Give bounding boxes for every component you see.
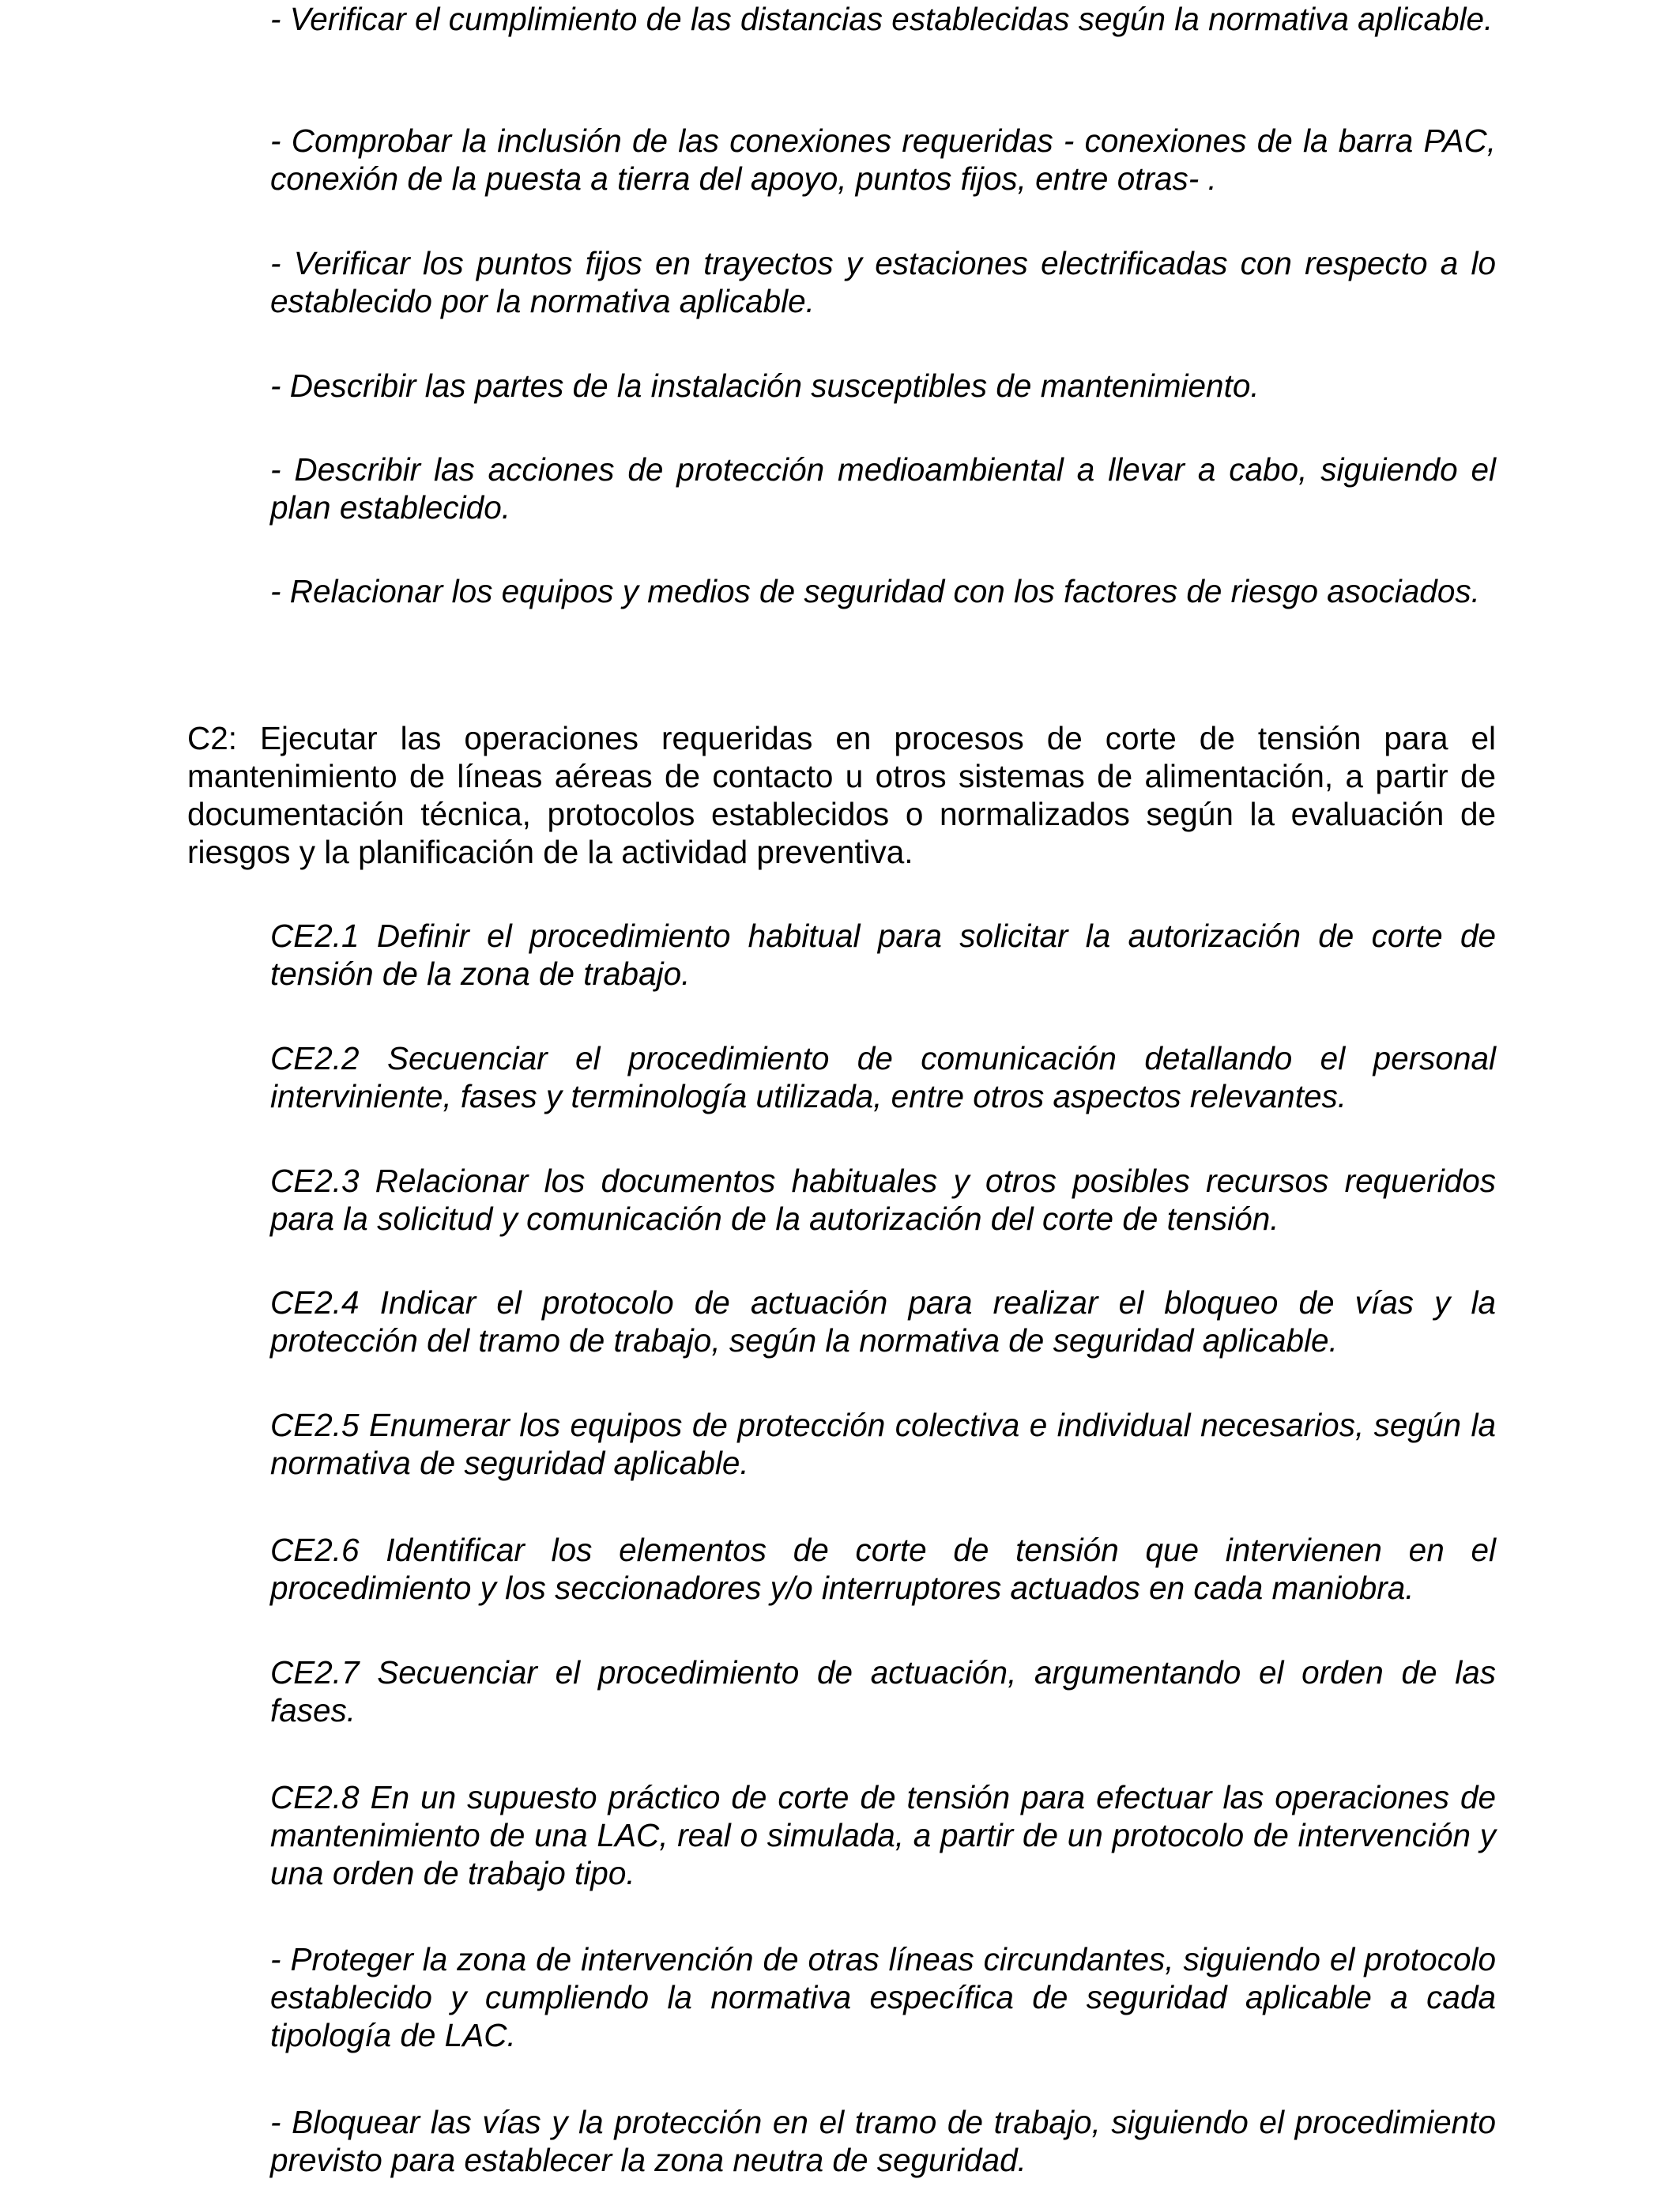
criterion-ce2-7: CE2.7 Secuenciar el procedimiento de actuación, argumentando el orden de las fases. — [270, 1654, 1496, 1728]
bullet-verify-fixed-points: - Verificar los puntos fijos en trayectos y estaciones electrificadas con respecto a lo establecido por la normativa aplicable. — [270, 245, 1496, 319]
bullet-protect-intervention-zone: - Proteger la zona de intervención de otras líneas circundantes, siguiendo el protocolo establecido y cumpliendo la normativa específica de seguridad aplicable a cada tipología de LAC. — [270, 1941, 1496, 2053]
criterion-ce2-2: CE2.2 Secuenciar el procedimiento de comunicación detallando el personal interviniente, fases y terminología utilizada, entre otros aspectos relevantes. — [270, 1040, 1496, 1114]
bullet-verify-distances: - Verificar el cumplimiento de las distancias establecidas según la normativa aplicable. — [270, 1, 1494, 37]
criterion-ce2-5: CE2.5 Enumerar los equipos de protección colectiva e individual necesarios, según la normativa de seguridad aplicable. — [270, 1407, 1496, 1481]
criterion-ce2-4: CE2.4 Indicar el protocolo de actuación para realizar el bloqueo de vías y la protección del tramo de trabajo, según la normativa de seguridad aplicable. — [270, 1284, 1496, 1359]
criterion-ce2-3: CE2.3 Relacionar los documentos habituales y otros posibles recursos requeridos para la solicitud y comunicación de la autorización del corte de tensión. — [270, 1163, 1496, 1237]
criterion-ce2-8: CE2.8 En un supuesto práctico de corte de tensión para efectuar las operaciones de mantenimiento de una LAC, real o simulada, a partir de un protocolo de intervención y una orden de trabajo tipo. — [270, 1779, 1496, 1891]
bullet-block-tracks: - Bloquear las vías y la protección en el tramo de trabajo, siguiendo el procedimiento previsto para establecer la zona neutra de seguridad. — [270, 2104, 1496, 2178]
bullet-relate-safety-equipment: - Relacionar los equipos y medios de seguridad con los factores de riesgo asociados. — [270, 573, 1480, 609]
bullet-check-connections: - Comprobar la inclusión de las conexiones requeridas - conexiones de la barra PAC, conexión de la puesta a tierra del apoyo, puntos fijos, entre otras- . — [270, 123, 1496, 197]
bullet-describe-environmental-actions: - Describir las acciones de protección medioambiental a llevar a cabo, siguiendo el plan establecido. — [270, 451, 1496, 526]
criterion-ce2-1: CE2.1 Definir el procedimiento habitual para solicitar la autorización de corte de tensión de la zona de trabajo. — [270, 918, 1496, 992]
bullet-describe-maintenance-parts: - Describir las partes de la instalación susceptibles de mantenimiento. — [270, 368, 1260, 404]
criterion-ce2-6: CE2.6 Identificar los elementos de corte de tensión que intervienen en el procedimiento y los seccionadores y/o interruptores actuados en cada maniobra. — [270, 1532, 1496, 1606]
capacity-c2: C2: Ejecutar las operaciones requeridas en procesos de corte de tensión para el mantenimiento de líneas aéreas de contacto u otros sistemas de alimentación, a partir de documentación técnica, protocolos establecidos o normalizados según la evaluación de riesgos y la planificación de la actividad preventiva. — [187, 720, 1496, 870]
